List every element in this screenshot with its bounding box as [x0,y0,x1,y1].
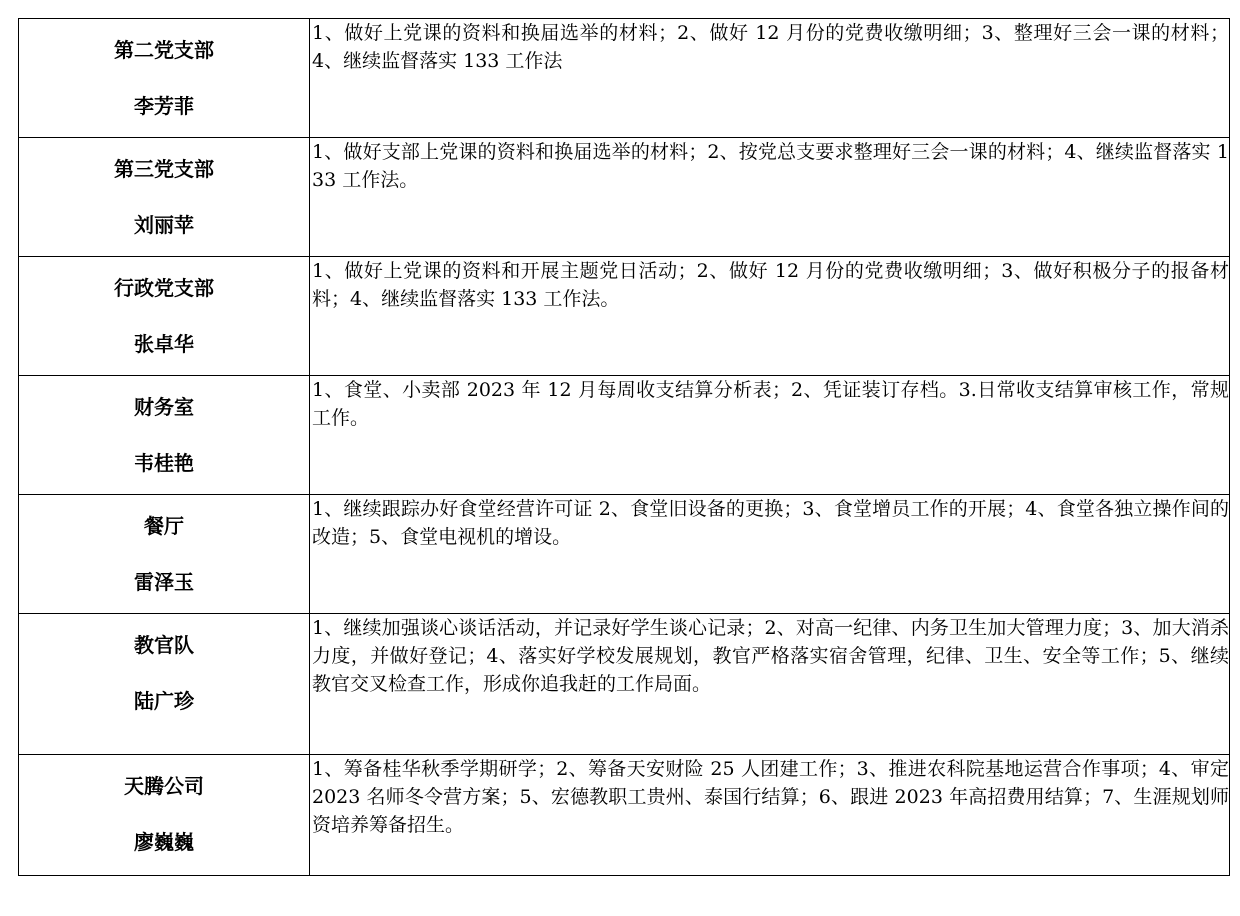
tasks-cell [310,614,1230,755]
responsible-person: 李芳菲 [134,94,194,118]
table-row [19,495,1230,614]
table-row [19,19,1230,138]
tasks-cell [310,376,1230,495]
tasks-text: 1、食堂、小卖部 2023 年 12 月每周收支结算分析表；2、凭证装订存档。3.日常收支结算审核工作，常规工作。 [312,379,1229,429]
responsible-person: 廖巍巍 [134,830,194,854]
department-cell [19,495,310,614]
responsible-person: 陆广珍 [134,689,194,713]
tasks-text: 1、做好上党课的资料和换届选举的材料；2、做好 12 月份的党费收缴明细；3、整理好三会一课的材料；4、继续监督落实 133 工作法 [312,22,1229,72]
department-name: 第三党支部 [114,157,214,181]
responsible-person: 韦桂艳 [134,451,194,475]
tasks-cell [310,495,1230,614]
table-row [19,257,1230,376]
tasks-text: 1、做好支部上党课的资料和换届选举的材料；2、按党总支要求整理好三会一课的材料；4、继续监督落实 133 工作法。 [312,141,1229,191]
table-row [19,755,1230,876]
tasks-cell [310,257,1230,376]
table-row [19,138,1230,257]
department-cell [19,257,310,376]
department-cell [19,614,310,755]
responsible-person: 刘丽苹 [134,213,194,237]
department-name: 餐厅 [144,514,184,538]
responsible-person: 雷泽玉 [134,570,194,594]
work-plan-table [18,18,1230,876]
table-row [19,376,1230,495]
department-cell [19,376,310,495]
tasks-text: 1、继续加强谈心谈话活动，并记录好学生谈心记录；2、对高一纪律、内务卫生加大管理力度；3、加大消杀力度，并做好登记；4、落实好学校发展规划，教官严格落实宿舍管理，纪律、卫生、安全等工作；5、继续教官交叉检查工作，形成你追我赶的工作局面。 [312,617,1229,695]
department-name: 第二党支部 [114,38,214,62]
department-cell [19,138,310,257]
tasks-text: 1、继续跟踪办好食堂经营许可证 2、食堂旧设备的更换；3、食堂增员工作的开展；4、食堂各独立操作间的改造；5、食堂电视机的增设。 [312,498,1229,548]
department-name: 教官队 [134,633,194,657]
tasks-cell [310,138,1230,257]
tasks-text: 1、筹备桂华秋季学期研学；2、筹备天安财险 25 人团建工作；3、推进农科院基地运营合作事项；4、审定 2023 名师冬令营方案；5、宏德教职工贵州、泰国行结算；6、跟进 2023 年高招费用结算；7、生涯规划师资培养筹备招生。 [312,758,1229,836]
department-cell [19,755,310,876]
department-cell [19,19,310,138]
responsible-person: 张卓华 [134,332,194,356]
table-row [19,614,1230,755]
tasks-cell [310,19,1230,138]
department-name: 行政党支部 [114,276,214,300]
tasks-text: 1、做好上党课的资料和开展主题党日活动；2、做好 12 月份的党费收缴明细；3、做好积极分子的报备材料；4、继续监督落实 133 工作法。 [312,260,1229,310]
department-name: 财务室 [134,395,194,419]
tasks-cell [310,755,1230,876]
department-name: 天腾公司 [124,774,204,798]
